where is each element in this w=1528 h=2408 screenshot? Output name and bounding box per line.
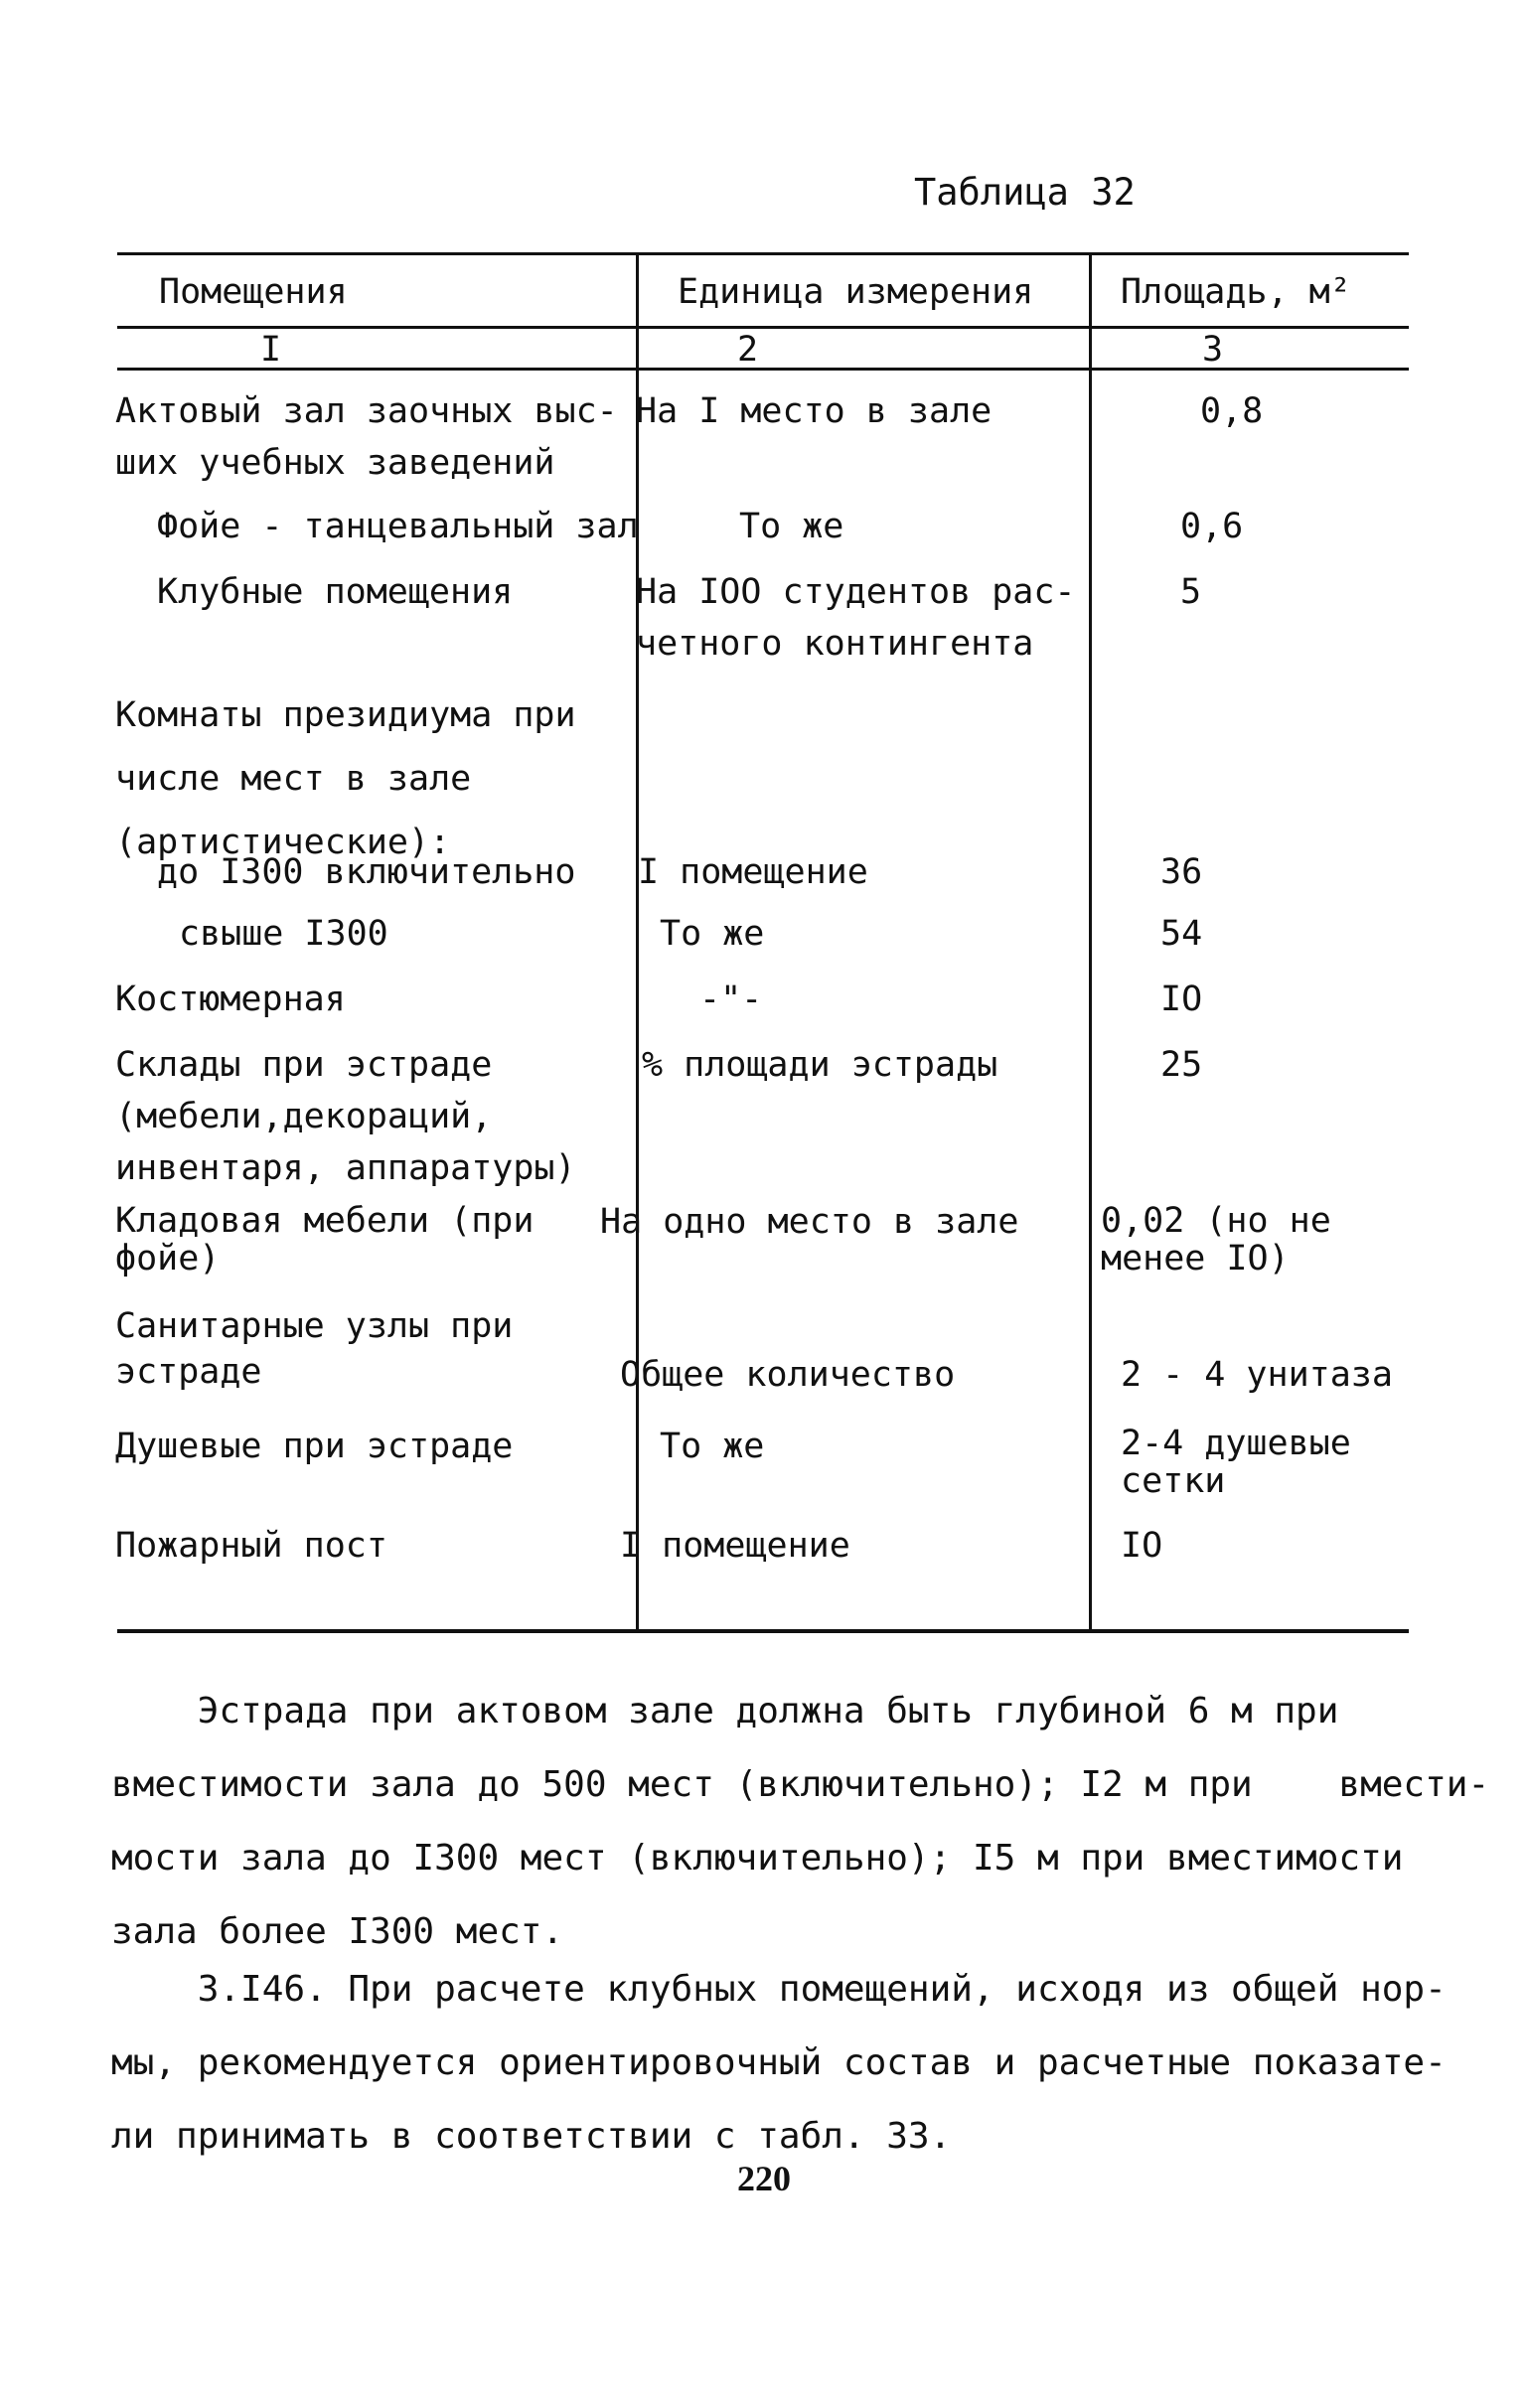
table-row-unit: I помещение	[620, 1526, 850, 1566]
table-row-unit: -"-	[699, 979, 763, 1019]
page-number: 220	[737, 2159, 791, 2198]
table-row-name: Душевые при эстраде	[115, 1427, 514, 1466]
table-row-area: 36	[1160, 852, 1203, 892]
table-row-area: IO	[1121, 1526, 1163, 1566]
table-caption: Таблица 32	[914, 171, 1136, 214]
table-row-unit: То же	[660, 914, 765, 954]
table-row-unit: I помещение	[638, 852, 868, 892]
table-row-name: свыше I300	[179, 914, 388, 954]
table-row-area: 2-4 душевые сетки	[1121, 1424, 1351, 1501]
table-row-name: Пожарный пост	[115, 1526, 387, 1566]
table-row-unit: Общее количество	[620, 1355, 956, 1395]
column-number-3: 3	[1202, 330, 1224, 370]
table-row-name: Комнаты президиума при числе мест в зале (артистические):	[115, 695, 576, 862]
table-row-name: Костюмерная	[115, 979, 346, 1019]
table-row-area: 2 - 4 унитаза	[1121, 1355, 1393, 1395]
header-area: Площадь, м²	[1121, 272, 1351, 312]
table-row-name: до I300 включительно	[157, 852, 576, 892]
table-row-name: Актовый зал заочных выс- ших учебных заведений	[115, 391, 618, 483]
table-row-unit: На одно место в зале	[600, 1202, 1019, 1242]
table-row-area: 54	[1160, 914, 1203, 954]
table-row-name: Клубные помещения	[157, 572, 514, 612]
header-rooms: Помещения	[159, 272, 348, 312]
table-row-unit: То же	[660, 1427, 765, 1466]
table-row-area: IO	[1160, 979, 1203, 1019]
column-number-2: 2	[737, 330, 759, 370]
table-row-unit: То же	[739, 507, 844, 546]
table-row-name: Склады при эстраде (мебели,декораций, инвентаря, аппаратуры)	[115, 1045, 576, 1188]
table-bottom-rule	[117, 1629, 1409, 1633]
paragraph-text: Эстрада при актовом зале должна быть глубиной 6 м при вместимости зала до 500 мест (включительно); I2 м при вмести- мости зала до I300 мест (включительно); I5 м при вместимости зала более I300 мест.	[111, 1691, 1490, 1952]
header-unit: Единица измерения	[678, 272, 1034, 312]
table-row-unit: На I место в зале	[636, 391, 993, 431]
table-row-area: 0,02 (но не менее IO)	[1101, 1201, 1331, 1279]
table-top-rule	[117, 252, 1409, 255]
table-row-area: 0,6	[1180, 507, 1244, 546]
column-number-1: I	[260, 330, 282, 370]
table-row-area: 25	[1160, 1045, 1203, 1085]
table-row-name: Санитарные узлы при эстраде	[115, 1306, 514, 1392]
body-paragraph-1	[111, 1675, 1490, 1969]
paragraph-text: 3.I46. При расчете клубных помещений, исходя из общей нор- мы, рекомендуется ориентировочный состав и расчетные показате- ли принимать в соответствии с табл. 33.	[111, 1969, 1447, 2157]
table-row-unit: На IOO студентов рас- четного контингента	[636, 572, 1076, 664]
table-row-name: Кладовая мебели (при фойе)	[115, 1201, 535, 1279]
table-row-name: Фойе - танцевальный зал	[157, 507, 639, 546]
column-divider-1	[636, 254, 639, 1629]
table-row-unit: % площади эстрады	[642, 1045, 998, 1085]
table-row-area: 0,8	[1200, 391, 1264, 431]
table-row-area: 5	[1180, 572, 1202, 612]
body-paragraph-2	[111, 1953, 1447, 2174]
column-divider-2	[1089, 254, 1092, 1629]
